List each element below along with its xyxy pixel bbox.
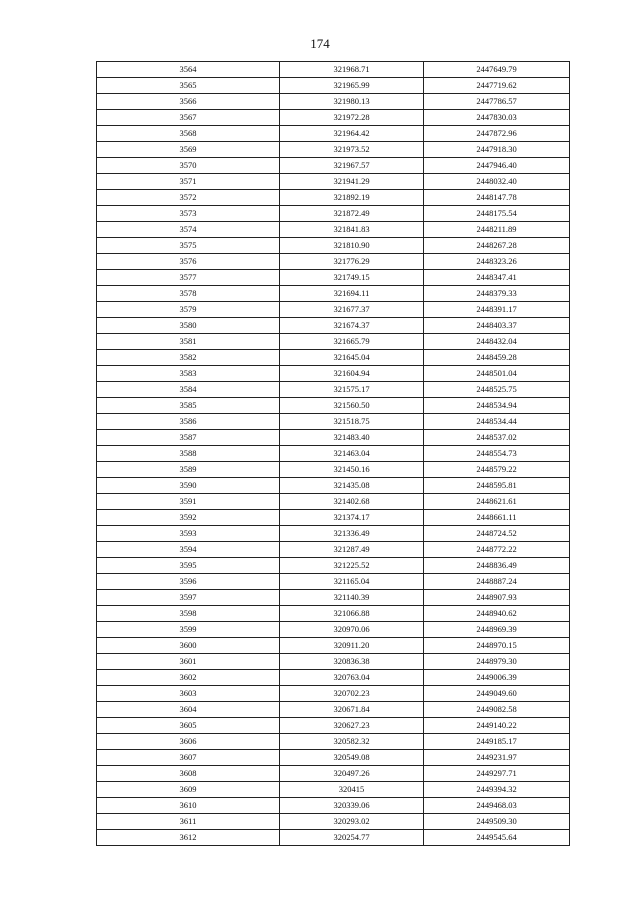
y-coordinate-cell: 2448459.28 [424,350,570,366]
x-coordinate-cell: 321225.52 [280,558,424,574]
y-coordinate-cell: 2448661.11 [424,510,570,526]
x-coordinate-cell: 320497.26 [280,766,424,782]
point-number-cell: 3571 [97,174,280,190]
table-row [97,78,570,94]
point-number-cell: 3565 [97,78,280,94]
table-row [97,622,570,638]
table-row [97,334,570,350]
point-number-cell: 3573 [97,206,280,222]
y-coordinate-cell: 2447872.96 [424,126,570,142]
x-coordinate-cell: 320702.23 [280,686,424,702]
y-coordinate-cell: 2449185.17 [424,734,570,750]
y-coordinate-cell: 2447649.79 [424,62,570,78]
point-number-cell: 3609 [97,782,280,798]
x-coordinate-cell: 321972.28 [280,110,424,126]
y-coordinate-cell: 2449509.30 [424,814,570,830]
point-number-cell: 3592 [97,510,280,526]
y-coordinate-cell: 2448501.04 [424,366,570,382]
y-coordinate-cell: 2448323.26 [424,254,570,270]
point-number-cell: 3578 [97,286,280,302]
y-coordinate-cell: 2449231.97 [424,750,570,766]
y-coordinate-cell: 2448887.24 [424,574,570,590]
point-number-cell: 3598 [97,606,280,622]
table-row [97,510,570,526]
table-row [97,782,570,798]
table-row [97,414,570,430]
point-number-cell: 3611 [97,814,280,830]
x-coordinate-cell: 321973.52 [280,142,424,158]
point-number-cell: 3588 [97,446,280,462]
table-row [97,462,570,478]
table-row [97,126,570,142]
x-coordinate-cell: 321964.42 [280,126,424,142]
y-coordinate-cell: 2449468.03 [424,798,570,814]
table-row [97,830,570,846]
table-row [97,574,570,590]
point-number-cell: 3587 [97,430,280,446]
y-coordinate-cell: 2448969.39 [424,622,570,638]
y-coordinate-cell: 2448432.04 [424,334,570,350]
table-row [97,302,570,318]
x-coordinate-cell: 321140.39 [280,590,424,606]
y-coordinate-cell: 2448175.54 [424,206,570,222]
y-coordinate-cell: 2448347.41 [424,270,570,286]
point-number-cell: 3572 [97,190,280,206]
point-number-cell: 3579 [97,302,280,318]
point-number-cell: 3586 [97,414,280,430]
x-coordinate-cell: 321402.68 [280,494,424,510]
x-coordinate-cell: 321694.11 [280,286,424,302]
table-row [97,654,570,670]
point-number-cell: 3596 [97,574,280,590]
y-coordinate-cell: 2448940.62 [424,606,570,622]
point-number-cell: 3594 [97,542,280,558]
y-coordinate-cell: 2448554.73 [424,446,570,462]
y-coordinate-cell: 2449006.39 [424,670,570,686]
table-row [97,206,570,222]
x-coordinate-cell: 321968.71 [280,62,424,78]
point-number-cell: 3570 [97,158,280,174]
y-coordinate-cell: 2449049.60 [424,686,570,702]
y-coordinate-cell: 2447786.57 [424,94,570,110]
y-coordinate-cell: 2448267.28 [424,238,570,254]
x-coordinate-cell: 320763.04 [280,670,424,686]
x-coordinate-cell: 321645.04 [280,350,424,366]
y-coordinate-cell: 2447830.03 [424,110,570,126]
point-number-cell: 3585 [97,398,280,414]
x-coordinate-cell: 321165.04 [280,574,424,590]
table-row [97,222,570,238]
point-number-cell: 3576 [97,254,280,270]
point-number-cell: 3612 [97,830,280,846]
table-row [97,158,570,174]
point-number-cell: 3575 [97,238,280,254]
x-coordinate-cell: 321374.17 [280,510,424,526]
point-number-cell: 3591 [97,494,280,510]
x-coordinate-cell: 321941.29 [280,174,424,190]
y-coordinate-cell: 2448579.22 [424,462,570,478]
y-coordinate-cell: 2448211.89 [424,222,570,238]
x-coordinate-cell: 320293.02 [280,814,424,830]
table-row [97,238,570,254]
y-coordinate-cell: 2448147.78 [424,190,570,206]
point-number-cell: 3569 [97,142,280,158]
point-number-cell: 3577 [97,270,280,286]
x-coordinate-cell: 320549.08 [280,750,424,766]
table-row [97,814,570,830]
table-row [97,286,570,302]
table-row [97,254,570,270]
table-row [97,750,570,766]
table-row [97,270,570,286]
point-number-cell: 3600 [97,638,280,654]
table-row [97,734,570,750]
table-row [97,62,570,78]
y-coordinate-cell: 2449082.58 [424,702,570,718]
x-coordinate-cell: 321892.19 [280,190,424,206]
point-number-cell: 3605 [97,718,280,734]
y-coordinate-cell: 2447918.30 [424,142,570,158]
point-number-cell: 3604 [97,702,280,718]
y-coordinate-cell: 2448032.40 [424,174,570,190]
table-row [97,366,570,382]
y-coordinate-cell: 2449140.22 [424,718,570,734]
point-number-cell: 3599 [97,622,280,638]
table-row [97,766,570,782]
point-number-cell: 3582 [97,350,280,366]
table-row [97,350,570,366]
table-row [97,542,570,558]
table-row [97,110,570,126]
x-coordinate-cell: 321483.40 [280,430,424,446]
x-coordinate-cell: 321872.49 [280,206,424,222]
y-coordinate-cell: 2448621.61 [424,494,570,510]
coordinates-table-body [97,62,570,846]
x-coordinate-cell: 320627.23 [280,718,424,734]
y-coordinate-cell: 2448534.44 [424,414,570,430]
page-number: 174 [310,36,330,51]
y-coordinate-cell: 2449297.71 [424,766,570,782]
x-coordinate-cell: 321677.37 [280,302,424,318]
x-coordinate-cell: 320911.20 [280,638,424,654]
y-coordinate-cell: 2447946.40 [424,158,570,174]
point-number-cell: 3564 [97,62,280,78]
x-coordinate-cell: 320671.84 [280,702,424,718]
table-row [97,558,570,574]
table-row [97,702,570,718]
x-coordinate-cell: 321674.37 [280,318,424,334]
y-coordinate-cell: 2448724.52 [424,526,570,542]
table-row [97,190,570,206]
y-coordinate-cell: 2448403.37 [424,318,570,334]
table-row [97,430,570,446]
x-coordinate-cell: 321435.08 [280,478,424,494]
point-number-cell: 3607 [97,750,280,766]
point-number-cell: 3601 [97,654,280,670]
point-number-cell: 3574 [97,222,280,238]
point-number-cell: 3602 [97,670,280,686]
y-coordinate-cell: 2448836.49 [424,558,570,574]
x-coordinate-cell: 321450.16 [280,462,424,478]
table-row [97,398,570,414]
x-coordinate-cell: 321575.17 [280,382,424,398]
y-coordinate-cell: 2448537.02 [424,430,570,446]
y-coordinate-cell: 2449545.64 [424,830,570,846]
point-number-cell: 3590 [97,478,280,494]
table-row [97,478,570,494]
table-row [97,494,570,510]
x-coordinate-cell: 321980.13 [280,94,424,110]
y-coordinate-cell: 2448595.81 [424,478,570,494]
x-coordinate-cell: 320836.38 [280,654,424,670]
table-row [97,606,570,622]
point-number-cell: 3581 [97,334,280,350]
point-number-cell: 3567 [97,110,280,126]
point-number-cell: 3610 [97,798,280,814]
y-coordinate-cell: 2449394.32 [424,782,570,798]
x-coordinate-cell: 321560.50 [280,398,424,414]
y-coordinate-cell: 2448907.93 [424,590,570,606]
coordinates-table [96,61,570,846]
x-coordinate-cell: 321749.15 [280,270,424,286]
point-number-cell: 3566 [97,94,280,110]
point-number-cell: 3593 [97,526,280,542]
point-number-cell: 3606 [97,734,280,750]
y-coordinate-cell: 2448379.33 [424,286,570,302]
y-coordinate-cell: 2448525.75 [424,382,570,398]
table-row [97,526,570,542]
table-row [97,670,570,686]
x-coordinate-cell: 321287.49 [280,542,424,558]
point-number-cell: 3595 [97,558,280,574]
x-coordinate-cell: 320970.06 [280,622,424,638]
x-coordinate-cell: 320254.77 [280,830,424,846]
x-coordinate-cell: 321518.75 [280,414,424,430]
point-number-cell: 3580 [97,318,280,334]
x-coordinate-cell: 320339.06 [280,798,424,814]
table-row [97,382,570,398]
table-row [97,174,570,190]
x-coordinate-cell: 321965.99 [280,78,424,94]
x-coordinate-cell: 321604.94 [280,366,424,382]
x-coordinate-cell: 320582.32 [280,734,424,750]
table-row [97,142,570,158]
point-number-cell: 3589 [97,462,280,478]
point-number-cell: 3603 [97,686,280,702]
table-row [97,718,570,734]
x-coordinate-cell: 321665.79 [280,334,424,350]
x-coordinate-cell: 321967.57 [280,158,424,174]
y-coordinate-cell: 2448772.22 [424,542,570,558]
table-row [97,318,570,334]
x-coordinate-cell: 321336.49 [280,526,424,542]
table-row [97,686,570,702]
point-number-cell: 3608 [97,766,280,782]
y-coordinate-cell: 2448979.30 [424,654,570,670]
table-row [97,798,570,814]
x-coordinate-cell: 321841.83 [280,222,424,238]
point-number-cell: 3584 [97,382,280,398]
y-coordinate-cell: 2448534.94 [424,398,570,414]
point-number-cell: 3583 [97,366,280,382]
x-coordinate-cell: 321810.90 [280,238,424,254]
y-coordinate-cell: 2448970.15 [424,638,570,654]
table-row [97,446,570,462]
point-number-cell: 3568 [97,126,280,142]
point-number-cell: 3597 [97,590,280,606]
x-coordinate-cell: 321066.88 [280,606,424,622]
x-coordinate-cell: 320415 [280,782,424,798]
y-coordinate-cell: 2448391.17 [424,302,570,318]
table-row [97,638,570,654]
table-row [97,590,570,606]
table-row [97,94,570,110]
y-coordinate-cell: 2447719.62 [424,78,570,94]
x-coordinate-cell: 321463.04 [280,446,424,462]
x-coordinate-cell: 321776.29 [280,254,424,270]
